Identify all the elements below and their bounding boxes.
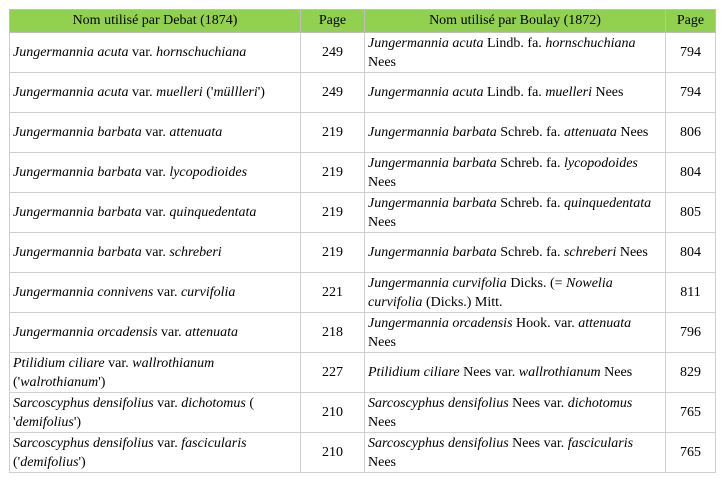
author-text: Nees var. bbox=[508, 395, 568, 411]
taxon-name-text: wallrothianum bbox=[132, 355, 215, 371]
table-body bbox=[10, 33, 716, 473]
debat-page-cell: 219 bbox=[301, 233, 365, 273]
author-text: var. bbox=[104, 355, 133, 371]
table-row bbox=[10, 113, 716, 153]
taxon-name-text: Sarcoscyphus densifolius bbox=[13, 395, 154, 411]
author-text: var. bbox=[141, 205, 170, 220]
taxon-name-text: schreberi bbox=[169, 245, 222, 260]
boulay-page-cell: 794 bbox=[666, 73, 716, 113]
author-text: Schreb. fa. bbox=[496, 245, 564, 260]
author-text: var. bbox=[141, 125, 170, 140]
table-header bbox=[10, 10, 716, 33]
taxon-name-text: wallrothianum bbox=[518, 365, 601, 380]
table-row bbox=[10, 393, 716, 433]
debat-page-cell: 227 bbox=[301, 353, 365, 393]
taxon-name-text: attenuata bbox=[185, 325, 239, 340]
debat-name-cell bbox=[10, 393, 301, 433]
boulay-page-cell: 765 bbox=[666, 433, 716, 473]
taxon-name-text: dichotomus bbox=[181, 395, 246, 411]
author-text: Nees bbox=[368, 54, 396, 70]
debat-page-cell: 210 bbox=[301, 433, 365, 473]
debat-page-cell: 219 bbox=[301, 153, 365, 193]
author-text: ') bbox=[78, 454, 86, 470]
debat-name-cell bbox=[10, 313, 301, 353]
boulay-page-cell: 829 bbox=[666, 353, 716, 393]
author-text: ') bbox=[73, 414, 82, 430]
boulay-name-cell bbox=[365, 353, 666, 393]
taxon-name-text: fascicularis bbox=[181, 435, 247, 451]
table-row bbox=[10, 313, 716, 353]
author-text: var. bbox=[157, 325, 186, 340]
taxon-name-text: Jungermannia barbata bbox=[368, 195, 497, 211]
taxon-name-text: attenuata bbox=[563, 125, 617, 140]
author-text: Nees bbox=[368, 414, 396, 430]
taxon-name-text: demifolius bbox=[20, 454, 79, 470]
author-text: Nees bbox=[368, 174, 396, 190]
taxon-name-text: lycopodioides bbox=[169, 165, 248, 180]
taxon-name-text: Jungermannia barbata bbox=[368, 155, 497, 171]
debat-page-cell: 221 bbox=[301, 273, 365, 313]
boulay-name-cell bbox=[365, 73, 666, 113]
header-boulay-name: Nom utilisé par Boulay (1872) bbox=[365, 10, 666, 33]
author-text: Lindb. fa. bbox=[483, 35, 546, 51]
boulay-name-cell bbox=[365, 313, 666, 353]
taxon-name-text: Sarcoscyphus densifolius bbox=[368, 435, 509, 451]
author-text: ( ' bbox=[13, 395, 254, 430]
author-text: var. bbox=[153, 395, 182, 411]
taxon-name-text: Jungermannia orcadensis bbox=[368, 315, 513, 331]
table-row bbox=[10, 153, 716, 193]
taxon-name-text: attenuata bbox=[169, 125, 223, 140]
author-text: Dicks. (= bbox=[506, 275, 567, 291]
boulay-name-cell bbox=[365, 233, 666, 273]
taxon-name-text: Jungermannia orcadensis bbox=[13, 325, 158, 340]
debat-name-cell bbox=[10, 353, 301, 393]
taxon-name-text: quinquedentata bbox=[169, 205, 257, 220]
author-text: Nees bbox=[616, 245, 648, 260]
boulay-page-cell: 806 bbox=[666, 113, 716, 153]
taxon-name-text: Ptilidium ciliare bbox=[13, 355, 105, 371]
taxon-name-text: Jungermannia acuta bbox=[13, 45, 129, 60]
taxon-name-text: Jungermannia acuta bbox=[368, 85, 484, 100]
boulay-name-cell bbox=[365, 433, 666, 473]
table-row bbox=[10, 73, 716, 113]
taxon-name-text: schreberi bbox=[563, 245, 617, 260]
taxon-name-text: hornschuchiana bbox=[545, 35, 636, 51]
debat-page-cell: 249 bbox=[301, 33, 365, 73]
name-comparison-table bbox=[9, 9, 716, 473]
taxon-name-text: muelleri bbox=[156, 85, 203, 100]
boulay-page-cell: 805 bbox=[666, 193, 716, 233]
taxon-name-text: Sarcoscyphus densifolius bbox=[13, 435, 154, 451]
taxon-name-text: Jungermannia acuta bbox=[368, 35, 484, 51]
boulay-page-cell: 804 bbox=[666, 233, 716, 273]
author-text: Lindb. fa. bbox=[483, 85, 546, 100]
taxon-name-text: muelleri bbox=[545, 85, 592, 100]
boulay-name-cell bbox=[365, 113, 666, 153]
author-text: var. bbox=[153, 435, 182, 451]
debat-page-cell: 210 bbox=[301, 393, 365, 433]
taxon-name-text: attenuata bbox=[578, 315, 632, 331]
debat-name-cell bbox=[10, 433, 301, 473]
table-row bbox=[10, 33, 716, 73]
debat-page-cell: 219 bbox=[301, 113, 365, 153]
debat-name-cell bbox=[10, 113, 301, 153]
author-text: (' bbox=[13, 454, 21, 470]
table-row bbox=[10, 273, 716, 313]
taxon-name-text: fascicularis bbox=[567, 435, 634, 451]
boulay-name-cell bbox=[365, 393, 666, 433]
header-boulay-page: Page bbox=[666, 10, 716, 33]
taxon-name-text: demifolius bbox=[15, 414, 74, 430]
debat-page-cell: 218 bbox=[301, 313, 365, 353]
author-text: Hook. var. bbox=[512, 315, 579, 331]
taxon-name-text: lycopodoides bbox=[563, 155, 638, 171]
taxon-name-text: Jungermannia barbata bbox=[368, 125, 497, 140]
boulay-name-cell bbox=[365, 33, 666, 73]
header-row bbox=[10, 10, 716, 33]
taxon-name-text: Jungermannia barbata bbox=[13, 165, 142, 180]
author-text: var. bbox=[141, 165, 170, 180]
boulay-page-cell: 796 bbox=[666, 313, 716, 353]
author-text: var. bbox=[141, 245, 170, 260]
author-text: ') bbox=[257, 85, 265, 100]
debat-name-cell bbox=[10, 273, 301, 313]
taxon-name-text: Jungermannia barbata bbox=[368, 245, 497, 260]
author-text: Nees bbox=[368, 454, 396, 470]
debat-name-cell bbox=[10, 193, 301, 233]
taxon-name-text: hornschuchiana bbox=[156, 45, 247, 60]
author-text: Nees bbox=[368, 334, 396, 350]
author-text: (Dicks.) Mitt. bbox=[422, 294, 503, 310]
header-debat-name: Nom utilisé par Debat (1874) bbox=[10, 10, 301, 33]
author-text: ') bbox=[98, 374, 106, 390]
boulay-page-cell: 794 bbox=[666, 33, 716, 73]
table-row bbox=[10, 433, 716, 473]
taxon-name-text: curvifolia bbox=[180, 285, 236, 300]
header-debat-page: Page bbox=[301, 10, 365, 33]
author-text: Schreb. fa. bbox=[496, 125, 564, 140]
author-text: Nees var. bbox=[508, 435, 568, 451]
boulay-page-cell: 811 bbox=[666, 273, 716, 313]
boulay-page-cell: 765 bbox=[666, 393, 716, 433]
taxon-name-text: walrothianum bbox=[20, 374, 99, 390]
boulay-name-cell bbox=[365, 193, 666, 233]
debat-page-cell: 219 bbox=[301, 193, 365, 233]
author-text: Nees bbox=[591, 85, 624, 100]
author-text: Schreb. fa. bbox=[496, 155, 564, 171]
author-text: Nees bbox=[600, 365, 633, 380]
taxon-name-text: dichotomus bbox=[567, 395, 633, 411]
taxon-name-text: Jungermannia curvifolia bbox=[368, 275, 507, 291]
debat-page-cell: 249 bbox=[301, 73, 365, 113]
author-text: (' bbox=[13, 374, 21, 390]
author-text: Nees var. bbox=[459, 365, 519, 380]
author-text: Nees bbox=[368, 214, 396, 230]
taxon-name-text: Jungermannia connivens bbox=[13, 285, 154, 300]
table-row bbox=[10, 193, 716, 233]
debat-name-cell bbox=[10, 33, 301, 73]
taxon-name-text: Nowelia curvifolia bbox=[368, 275, 613, 310]
taxon-name-text: Jungermannia barbata bbox=[13, 125, 142, 140]
debat-name-cell bbox=[10, 73, 301, 113]
taxon-name-text: Jungermannia acuta bbox=[13, 85, 129, 100]
boulay-name-cell bbox=[365, 153, 666, 193]
author-text: var. bbox=[128, 85, 157, 100]
taxon-name-text: Jungermannia barbata bbox=[13, 205, 142, 220]
taxon-name-text: Jungermannia barbata bbox=[13, 245, 142, 260]
table-row bbox=[10, 233, 716, 273]
author-text: var. bbox=[153, 285, 181, 300]
taxon-name-text: müllleri bbox=[213, 85, 258, 100]
author-text: Nees bbox=[616, 125, 649, 140]
debat-name-cell bbox=[10, 233, 301, 273]
debat-name-cell bbox=[10, 153, 301, 193]
table-row bbox=[10, 353, 716, 393]
taxon-name-text: quinquedentata bbox=[563, 195, 652, 211]
taxon-name-text: Ptilidium ciliare bbox=[368, 365, 460, 380]
author-text: Schreb. fa. bbox=[496, 195, 564, 211]
author-text: (' bbox=[202, 85, 214, 100]
author-text: var. bbox=[128, 45, 157, 60]
taxon-name-text: Sarcoscyphus densifolius bbox=[368, 395, 509, 411]
boulay-name-cell bbox=[365, 273, 666, 313]
boulay-page-cell: 804 bbox=[666, 153, 716, 193]
